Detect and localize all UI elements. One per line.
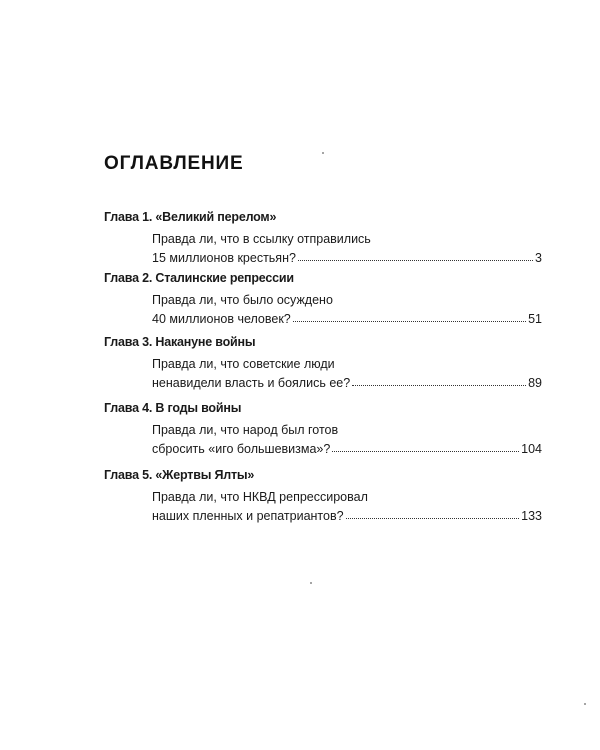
question-line-2: наших пленных и репатриантов? (152, 509, 344, 523)
question-line-2: сбросить «иго большевизма»? (152, 442, 331, 456)
chapter-question (152, 230, 542, 268)
question-line-2: 15 миллионов крестьян? (152, 251, 296, 265)
chapter-name: В годы войны (155, 401, 242, 415)
dot-leader (346, 508, 520, 520)
chapter-question (152, 421, 542, 459)
question-line-2-with-page (152, 440, 542, 459)
page-number: 133 (521, 509, 542, 523)
toc-chapter-5 (104, 467, 542, 526)
question-line-1: Правда ли, что народ был готов (152, 423, 339, 437)
chapter-heading (104, 209, 542, 225)
chapter-question (152, 355, 542, 393)
question-line-1: Правда ли, что было осуждено (152, 293, 333, 307)
dot-leader (298, 250, 533, 262)
question-line-2-with-page (152, 507, 542, 526)
chapter-heading (104, 467, 542, 483)
chapter-heading (104, 334, 542, 350)
question-line-2-with-page (152, 249, 542, 268)
chapter-name: «Великий перелом» (155, 210, 277, 224)
dot-leader (332, 441, 519, 453)
speck (584, 703, 586, 705)
dot-leader (293, 311, 526, 323)
question-line-2: 40 миллионов человек? (152, 312, 291, 326)
toc-chapter-4 (104, 400, 542, 459)
speck (322, 152, 324, 154)
question-line-2-with-page (152, 310, 542, 329)
chapter-heading (104, 270, 542, 286)
page-number: 104 (521, 442, 542, 456)
toc-chapter-2 (104, 270, 542, 329)
question-line-1: Правда ли, что НКВД репрессировал (152, 490, 368, 504)
chapter-question (152, 291, 542, 329)
page-number: 3 (535, 251, 542, 265)
page-number: 51 (528, 312, 542, 326)
chapter-number: Глава 4. (104, 401, 153, 415)
chapter-heading (104, 400, 542, 416)
question-line-2: ненавидели власть и боялись ее? (152, 376, 351, 390)
chapter-number: Глава 1. (104, 210, 153, 224)
question-line-1: Правда ли, что советские люди (152, 357, 335, 371)
chapter-name: «Жертвы Ялты» (155, 468, 255, 482)
toc-chapter-3 (104, 334, 542, 393)
toc-chapter-1 (104, 209, 542, 268)
chapter-name: Накануне войны (155, 335, 256, 349)
question-line-1: Правда ли, что в ссылку отправились (152, 232, 371, 246)
speck (310, 582, 312, 584)
page-number: 89 (528, 376, 542, 390)
toc-title: ОГЛАВЛЕНИЕ (104, 153, 244, 174)
chapter-number: Глава 5. (104, 468, 153, 482)
question-line-2-with-page (152, 374, 542, 393)
chapter-question (152, 488, 542, 526)
chapter-number: Глава 3. (104, 335, 153, 349)
chapter-number: Глава 2. (104, 271, 153, 285)
dot-leader (352, 375, 526, 387)
chapter-name: Сталинские репрессии (155, 271, 294, 285)
